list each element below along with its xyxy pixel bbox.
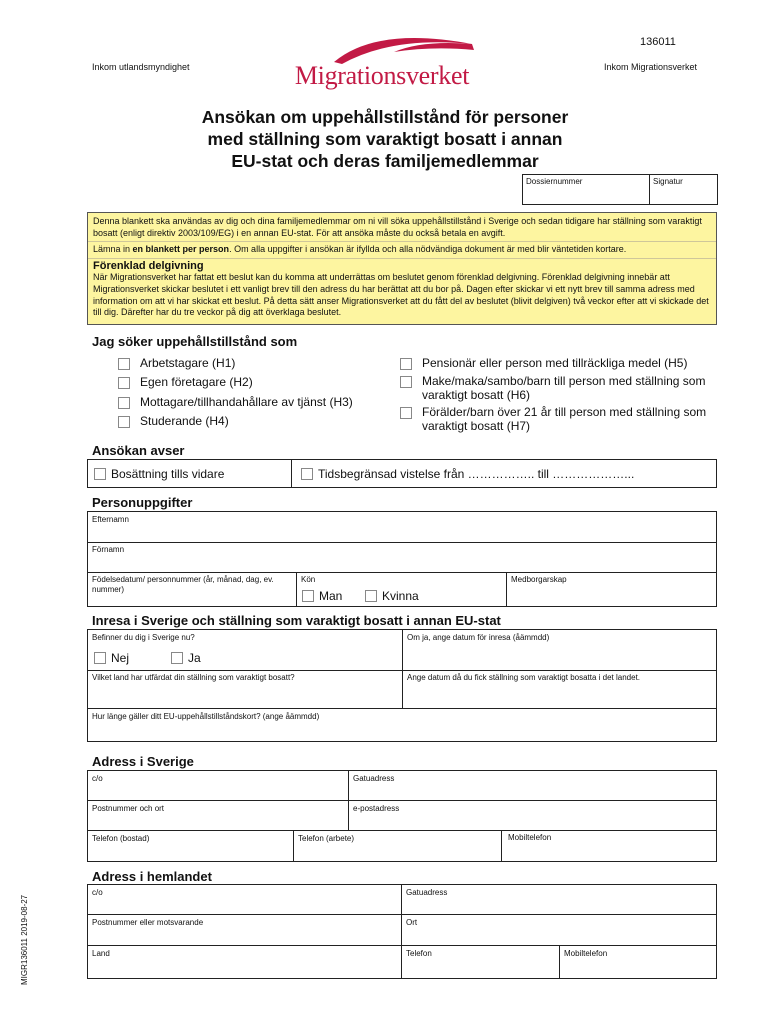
migrationsverket-logo: [282, 28, 482, 98]
checkbox-ja[interactable]: [171, 652, 183, 664]
dob-field[interactable]: Födelsedatum/ personnummer (år, månad, dag, ev. nummer): [92, 575, 274, 594]
entry-heading: Inresa i Sverige och ställning som varaktigt bosatt i annan EU-stat: [92, 613, 501, 628]
checkbox-h3[interactable]: [118, 397, 130, 409]
personal-box: [87, 511, 717, 607]
issuing-country-field[interactable]: Vilket land har utfärdat din ställning som varaktigt bosatt?: [92, 673, 295, 682]
apply-for-heading: Jag söker uppehållstillstånd som: [92, 334, 298, 349]
logo-text: Migrationsverket: [294, 61, 470, 90]
se-email-field[interactable]: e-postadress: [353, 804, 400, 813]
home-co-field[interactable]: c/o: [92, 888, 103, 897]
home-country-field[interactable]: Land: [92, 949, 110, 958]
option-h6[interactable]: Make/maka/sambo/barn till person med ställning som varaktigt bosatt (H6): [400, 374, 718, 405]
home-city-field[interactable]: Ort: [406, 918, 418, 927]
checkbox-temporary[interactable]: [301, 468, 313, 480]
se-co-field[interactable]: c/o: [92, 774, 103, 783]
in-sweden-label: Befinner du dig i Sverige nu?: [92, 633, 195, 642]
info-paragraph-3: När Migrationsverket har fattat ett beslut kan du komma att underrättas om beslutet genom förenklad delgivning. Förenklad delgivning innebär att Migrationsverket skickar beslutet i ett vanligt brev till den adress du har berättat att du bor på. Dagen efter skickar vi ett nytt brev till samma adress med information om att vi har skickat ett beslut. På detta sätt anser Migrationsverket att du fått del av beslutet (blivit delgiven) två veckor efter att vi skickade det till dig. Därefter har du tre veckor på dig att överklaga beslutet.: [93, 272, 709, 318]
option-h1[interactable]: Arbetstagare (H1): [118, 356, 388, 375]
kon-label: Kön: [301, 575, 316, 584]
card-validity-field[interactable]: Hur länge gäller ditt EU-uppehållstillståndskort? (ange åämmdd): [92, 712, 320, 721]
option-h2[interactable]: Egen företagare (H2): [118, 375, 388, 395]
entry-box: [87, 629, 717, 742]
address-home-box: [87, 884, 717, 979]
checkbox-nej[interactable]: [94, 652, 106, 664]
apply-for-left-options: [118, 356, 388, 433]
apply-for-right-options: [400, 356, 718, 436]
checkbox-h4[interactable]: [118, 416, 130, 428]
title-line-2: med ställning som varaktigt bosatt i annan: [207, 129, 563, 149]
checkbox-h5[interactable]: [400, 358, 412, 370]
info-paragraph-1: Denna blankett ska användas av dig och dina familjemedlemmar om ni vill söka uppehållstillstånd i Sverige och sedan tidigare har ställning som varaktigt bosatt (enligt direktiv 2003/109/EG) i en annan EU-stat. För att ansöka måste du också betala en avgift.: [93, 216, 702, 238]
checkbox-kvinna[interactable]: [365, 590, 377, 602]
title-line-3: EU-stat och deras familjemedlemmar: [231, 151, 539, 171]
option-temporary[interactable]: Tidsbegränsad vistelse från …………….. till ………………...: [301, 467, 634, 481]
home-mobile-field[interactable]: Mobiltelefon: [564, 949, 608, 958]
title-line-1: Ansökan om uppehållstillstånd för personer: [201, 107, 569, 127]
checkbox-h1[interactable]: [118, 358, 130, 370]
home-postcode-field[interactable]: Postnummer eller motsvarande: [92, 918, 204, 927]
address-se-heading: Adress i Sverige: [92, 754, 194, 769]
dossiernummer-label: Dossiernummer: [526, 177, 583, 186]
application-heading: Ansökan avser: [92, 443, 185, 458]
option-h5[interactable]: Pensionär eller person med tillräckliga medel (H5): [400, 356, 718, 374]
application-box: [87, 459, 717, 488]
checkbox-h7[interactable]: [400, 407, 412, 419]
option-h4[interactable]: Studerande (H4): [118, 414, 388, 433]
checkbox-h6[interactable]: [400, 376, 412, 388]
option-ja[interactable]: Ja: [171, 651, 201, 665]
home-street-field[interactable]: Gatuadress: [406, 888, 448, 897]
option-nej[interactable]: Nej: [94, 651, 129, 665]
option-kvinna[interactable]: Kvinna: [365, 589, 419, 603]
received-abroad-note: Inkom utlandsmyndighet: [92, 62, 190, 72]
fornamn-field[interactable]: Förnamn: [92, 545, 125, 554]
checkbox-h2[interactable]: [118, 377, 130, 389]
personal-heading: Personuppgifter: [92, 495, 193, 510]
se-postcode-field[interactable]: Postnummer och ort: [92, 804, 165, 813]
entry-date-field[interactable]: Om ja, ange datum för inresa (åämmdd): [407, 633, 550, 642]
status-date-field[interactable]: Ange datum då du fick ställning som varaktigt bosatta i det landet.: [407, 673, 641, 682]
checkbox-man[interactable]: [302, 590, 314, 602]
se-mobile-field[interactable]: Mobiltelefon: [508, 833, 552, 842]
option-permanent[interactable]: Bosättning tills vidare: [94, 467, 224, 481]
page-title: [120, 106, 650, 172]
dossiernummer-field[interactable]: [523, 175, 650, 204]
info-paragraph-2: Lämna in en blankett per person. Om alla uppgifter i ansökan är ifyllda och alla nödvändiga dokument är med blir väntetiden kortare.: [93, 244, 627, 255]
medborgarskap-field[interactable]: Medborgarskap: [511, 575, 567, 584]
address-se-box: [87, 770, 717, 862]
option-h3[interactable]: Mottagare/tillhandahållare av tjänst (H3): [118, 395, 388, 414]
se-phone-home-field[interactable]: Telefon (bostad): [92, 834, 150, 843]
signatur-label: Signatur: [653, 177, 683, 186]
info-heading: Förenklad delgivning: [93, 259, 204, 272]
efternamn-field[interactable]: Efternamn: [92, 515, 129, 524]
se-street-field[interactable]: Gatuadress: [353, 774, 395, 783]
checkbox-permanent[interactable]: [94, 468, 106, 480]
home-phone-field[interactable]: Telefon: [406, 949, 432, 958]
se-phone-work-field[interactable]: Telefon (arbete): [298, 834, 355, 843]
option-man[interactable]: Man: [302, 589, 342, 603]
option-h7[interactable]: Förälder/barn över 21 år till person med ställning som varaktigt bosatt (H7): [400, 405, 718, 436]
address-home-heading: Adress i hemlandet: [92, 869, 212, 884]
dossier-box: [522, 174, 718, 205]
form-version-code: MIGR136011 2019-08-27: [20, 894, 29, 985]
received-agency-note: Inkom Migrationsverket: [604, 62, 698, 72]
info-box: [87, 212, 717, 325]
form-number: 136011: [640, 36, 676, 48]
signatur-field[interactable]: [650, 175, 717, 204]
